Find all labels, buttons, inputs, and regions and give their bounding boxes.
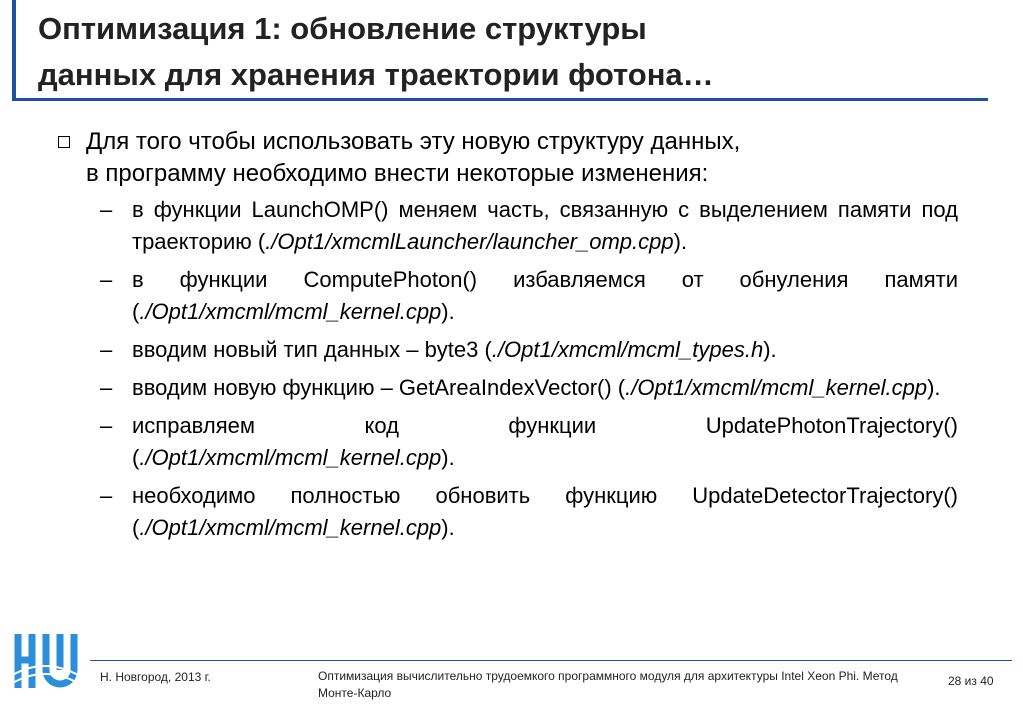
dash-marker: – [100, 483, 113, 508]
slide-content [58, 126, 958, 550]
list-item: – вводим новый тип данных – byte3 (./Opt1/xmcml/mcml_types.h). [100, 334, 958, 366]
university-logo-icon [6, 626, 84, 702]
main-bullet [58, 126, 958, 190]
file-path: ./Opt1/xmcml/mcml_types.h [491, 337, 764, 362]
list-item: – в функции LaunchOMP() меняем часть, связанную с выделением памяти под траекторию (./Opt1/xmcmlLauncher/launcher_omp.cpp). [100, 194, 958, 258]
footer-course-title: Оптимизация вычислительно трудоемкого программного модуля для архитектуры Intel Xeon Phi. Метод Монте-Карло [318, 669, 898, 700]
title-accent-bar [12, 0, 16, 100]
main-bullet-text: Для того чтобы использовать эту новую структуру данных, в программу необходимо внести некоторые изменения: [86, 128, 741, 187]
list-item: – исправляем код функции UpdatePhotonTrajectory() (./Opt1/xmcml/mcml_kernel.cpp). [100, 410, 958, 474]
file-path: ./Opt1/xmcml/mcml_kernel.cpp [625, 375, 928, 400]
dash-marker: – [100, 267, 113, 292]
file-path: ./Opt1/xmcml/mcml_kernel.cpp [139, 445, 442, 470]
list-item: – в функции ComputePhoton() избавляемся от обнуления памяти (./Opt1/xmcml/mcml_kernel.cpp). [100, 264, 958, 328]
footer-location: Н. Новгород, 2013 г. [100, 670, 211, 684]
file-path: ./Opt1/xmcmlLauncher/launcher_omp.cpp [265, 229, 674, 254]
dash-marker: – [100, 197, 113, 222]
footer-divider [90, 660, 1012, 661]
dash-marker: – [100, 375, 113, 400]
file-path: ./Opt1/xmcml/mcml_kernel.cpp [139, 299, 442, 324]
list-item: – вводим новую функцию – GetAreaIndexVector() (./Opt1/xmcml/mcml_kernel.cpp). [100, 372, 958, 404]
list-item: – необходимо полностью обновить функцию UpdateDetectorTrajectory() (./Opt1/xmcml/mcml_kernel.cpp). [100, 480, 958, 544]
title-line-2: данных для хранения траектории фотона… [38, 57, 714, 92]
file-path: ./Opt1/xmcml/mcml_kernel.cpp [139, 515, 442, 540]
square-bullet-icon [58, 126, 86, 190]
page-number: 28 из 40 [948, 674, 994, 688]
dash-marker: – [100, 337, 113, 362]
title-divider [12, 98, 988, 101]
page-title [38, 6, 978, 98]
title-line-1: Оптимизация 1: обновление структуры [38, 11, 647, 46]
dash-marker: – [100, 413, 113, 438]
